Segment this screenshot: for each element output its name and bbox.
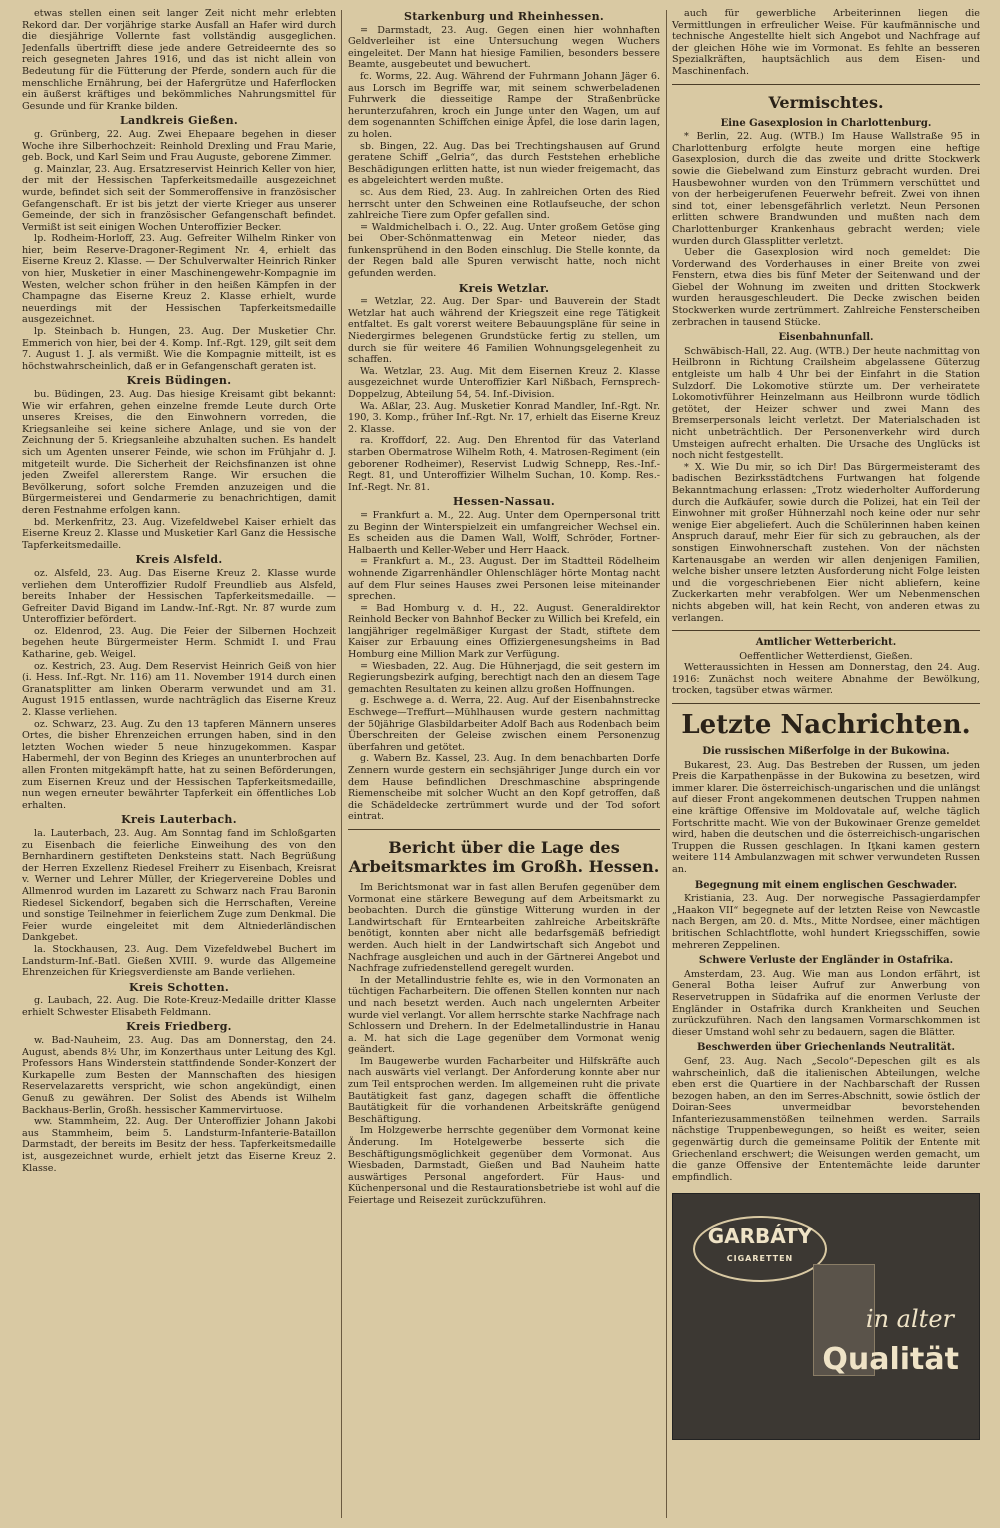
advertisement	[672, 1193, 980, 1440]
column-right	[672, 8, 980, 1520]
article-heading: Beschwerden über Griechenlands Neutralität.	[696, 1042, 956, 1054]
weather-source: Oeffentlicher Wetterdienst, Gießen.	[739, 650, 913, 662]
article-text: Im Baugewerbe wurden Facharbeiter und Hilfskräfte auch nach auswärts viel verlangt. Der Anforderung konnte aber nur zum Teil entsprochen werden. Im allgemeinen ruht die private Bautätigkeit fast ganz, dagegen schafft die öffentliche Bautätigkeit für die vorhandenen Arbeitskräfte genügend Beschäftigung.	[348, 1055, 660, 1125]
article-text: g. Eschwege a. d. Werra, 22. Aug. Auf der Eisenbahnstrecke Eschwege—Treffurt—Mühlhausen wurde gestern nachmittag der 50jährige Glasbildarbeiter Adolf Bach aus Rodenbach beim Überschreiten der Geleise zwischen einem Personenzug überfahren und getötet.	[348, 695, 660, 753]
article-text: la. Stockhausen, 23. Aug. Dem Vizefeldwebel Buchert im Landsturm-Inf.-Batl. Gießen XVIII. 9. wurde das Allgemeine Ehrenzeichen für Kriegsverdienste am Bande verliehen.	[22, 943, 336, 979]
article-text: Bukarest, 23. Aug. Das Bestreben der Russen, um jeden Preis die Karpathenpässe in der Bukowina zu besetzen, wird immer klarer. Die österreichisch-ungarischen und die unlängst auf dieser Front angekommenen deutschen Truppen nahmen eine kräftige Offensive im Moldovatale auf, welche täglich Fortschritte macht. Wie von der Bukowinaer Grenze gemeldet wird, haben die deutschen und die österreichisch-ungarischen Truppen die Russen geschlagen. In Iţkani kamen gestern weitere 114 Ambulanzwagen mit schwer verwundeten Russen an.	[672, 759, 980, 875]
section-heading: Letzte Nachrichten.	[681, 710, 971, 741]
divider	[672, 630, 980, 631]
brand-name: GARBÁTY	[707, 1224, 813, 1249]
article-text: ww. Stammheim, 22. Aug. Der Unteroffizier Johann Jakobi aus Stammheim, beim 5. Landsturm-Infanterie-Bataillon Darmstadt, der bereits im Besitz der hess. Tapferkeitsmedaille ist, ausgezeichnet wurde, erhielt jetzt das Eiserne Kreuz 2. Klasse.	[22, 1116, 336, 1174]
divider	[348, 829, 660, 830]
ad-slogan-line1: in alter	[865, 1305, 954, 1334]
article-heading: Schwere Verluste der Engländer in Ostafrika.	[698, 955, 954, 967]
article-text: oz. Alsfeld, 23. Aug. Das Eiserne Kreuz 2. Klasse wurde verliehen dem Unteroffizier Rudolf Freundlieb aus Alsfeld, bereits Inhaber der Hessischen Tapferkeitsmedaille. — Gefreiter David Bigand im Landw.-Inf.-Rgt. Nr. 87 wurde zum Unteroffizier befördert.	[22, 567, 336, 626]
section-heading: Vermischtes.	[768, 92, 884, 112]
article-text: = Waldmichelbach i. O., 22. Aug. Unter großem Getöse ging bei Ober-Schönmattenwag ein Meteor nieder, das funkensprühend in den Boden einschlug. Die Stelle konnte, da der Regen bald alle Spuren verwischt hatte, noch nicht gefunden werden.	[348, 221, 660, 280]
article-text: w. Bad-Nauheim, 23. Aug. Das am Donnerstag, den 24. August, abends 8½ Uhr, im Konzerthaus unter Leitung des Kgl. Professors Hans Winderstein stattfindende Sonder-Konzert der Kurkapelle zum Besten der Mannschaften des hiesigen Reservelazaretts verspricht, wie schon angekündigt, einen Genuß zu gewähren. Der Solist des Abends ist Wilhelm Backhaus-Berlin, Großh. hessischer Kammervirtuose.	[22, 1035, 336, 1116]
article-heading: Eine Gasexplosion in Charlottenburg.	[720, 117, 932, 129]
article-text: In der Metallindustrie fehlte es, wie in den Vormonaten an tüchtigen Facharbeitern. Die offenen Stellen konnten nur nach und nach besetzt werden. Auch nach ungelernten Arbeiter wurde viel verlangt. Vor allem herrschte starke Nachfrage nach Schlossern und Drehern. In der Edelmetallindustrie in Hanau a. M. hat sich die Lage gegenüber dem Vormonat wenig geändert.	[348, 974, 660, 1056]
article-text: sb. Bingen, 22. Aug. Das bei Trechtingshausen auf Grund geratene Schiff „Gelria“, das durch Feststehen erhebliche Beschädigungen erlitten hatte, ist nun wieder freigemacht, das es abgeleichtert werden mußte.	[348, 140, 660, 187]
article-text: fc. Worms, 22. Aug. Während der Fuhrmann Johann Jäger 6. aus Lorsch im Begriffe war, mit seinem schwerbeladenen Fuhrwerk die diesseitige Rampe der Straßenbrücke herunterzufahren, kroch ein Junge unter den Wagen, um auf dem sogenannten Schiffchen einige Äpfel, die lose darin lagen, zu holen.	[348, 70, 660, 140]
article-text: * Berlin, 22. Aug. (WTB.) Im Hause Wallstraße 95 in Charlottenburg erfolgte heute morgen eine heftige Gasexplosion, durch die das zweite und dritte Stockwerk sowie die Giebelwand zum Einsturz gebracht wurden. Drei Hausbewohner wurden von den Trümmern verschüttet und von der herbeigerufenen Feuerwehr befreit. Zwei von ihnen sind tot, einer lebensgefährlich verletzt. Neun Personen erlitten schwere Brandwunden und mußten nach dem Charlottenburger Krankenhaus gebracht werden; viele wurden durch Glassplitter verletzt.	[672, 131, 980, 247]
section-heading: Amtlicher Wetterbericht.	[755, 637, 897, 649]
brand-subtitle: CIGARETTEN	[726, 1254, 794, 1264]
weather-text: Wetteraussichten in Hessen am Donnerstag, den 24. Aug. 1916: Zunächst noch weitere Abnahme der Bewölkung, trocken, tagsüber etwas wärmer.	[672, 662, 980, 697]
article-text: etwas stellen einen seit langer Zeit nicht mehr erlebten Rekord dar. Der vorjährige starke Ausfall an Hafer wird durch die diesjährige Vollernte fast vollständig ausgeglichen. Jedenfalls übertrifft diese jede andere Getreideernte des so reich gesegneten Jahres 1916, und das ist nicht allein von Bedeutung für die Fütterung der Pferde, sondern auch für die menschliche Ernährung, bei der Hafergrütze und Haferflocken ein äußerst kräftiges und bekömmliches Nahrungsmittel für Gesunde und für Kranke bilden.	[22, 8, 336, 112]
article-text: = Frankfurt a. M., 22. Aug. Unter dem Opernpersonal tritt zu Beginn der Winterspielzeit ein umfangreicher Wechsel ein. Es scheiden aus die Damen Wall, Wolff, Schröder, Fortner-Halbaerth und Keller-Weber und Herr Haack.	[348, 509, 660, 556]
article-text: auch für gewerbliche Arbeiterinnen liegen die Vermittlungen in erfreulicher Weise. Für kaufmännische und technische Angestellte hielt sich Angebot und Nachfrage auf der gleichen Höhe wie im Vormonat. Es fehlte an besseren Spezialkräften, hauptsächlich aus dem Eisen- und Maschinenfach.	[672, 8, 980, 77]
article-text: Amsterdam, 23. Aug. Wie man aus London erfährt, ist General Botha leiser Aufruf zur Anwerbung von Reservetruppen in Südafrika auf die enormen Verluste der Engländer in Ostafrika durch Krankheiten und Seuchen zurückzuführen. Nach den langsamen Vormarschkommen ist dieser Umstand wohl sehr zu bedauern, sagen die Blätter.	[672, 968, 980, 1038]
ad-slogan-line2: Qualität	[822, 1342, 959, 1378]
article-text: Ueber die Gasexplosion wird noch gemeldet: Die Vorderwand des Vorderhauses in einer Breite von zwei Fenstern, etwa dies bis fünf Meter der Seitenwand und der Giebel der Wohnung im zweiten und dritten Stockwerk wurden herausgeschleudert. Die Decke zwischen beiden Stockwerken wurde zertrümmert. Zahlreiche Fensterscheiben zerbrachen in tausend Stücke.	[672, 247, 980, 328]
article-text: bd. Merkenfritz, 23. Aug. Vizefeldwebel Kaiser erhielt das Eiserne Kreuz 2. Klasse und Musketier Karl Ganz die Hessische Tapferkeitsmedaille.	[22, 516, 336, 551]
article-text: g. Mainzlar, 23. Aug. Ersatzreservist Heinrich Keller von hier, der mit der Hessischen Tapferkeitsmedaille ausgezeichnet wurde, befindet sich seit der Sommeroffensive in französischer Gefangenschaft. Er ist bis jetzt der vierte Krieger aus unserer Gemeinde, der sich in französischer Gefangenschaft befindet. Vermißt ist seit einigen Wochen Unteroffizier Becker.	[22, 163, 336, 233]
article-text: g. Laubach, 22. Aug. Die Rote-Kreuz-Medaille dritter Klasse erhielt Schwester Elisabeth Feldmann.	[22, 995, 336, 1018]
article-text: lp. Steinbach b. Hungen, 23. Aug. Der Musketier Chr. Emmerich von hier, bei der 4. Komp. Inf.-Rgt. 129, gilt seit dem 7. August 1. J. als vermißt. Wie die Kompagnie mitteilt, ist es höchstwahrscheinlich, daß er in Gefangenschaft geraten ist.	[22, 326, 336, 372]
article-heading: Eisenbahnunfall.	[778, 332, 874, 344]
article-text: = Darmstadt, 23. Aug. Gegen einen hier wohnhaften Geldverleiher ist eine Untersuchung wegen Wuchers eingeleitet. Der Mann hat hiesige Familien, besonders bessere Beamte, ausgebeutet und bewuchert.	[348, 24, 660, 71]
section-heading: Kreis Lauterbach.	[121, 813, 237, 827]
article-text: = Bad Homburg v. d. H., 22. August. Generaldirektor Reinhold Becker von Bahnhof Becker zu Willich bei Krefeld, ein langjähriger regelmäßiger Kurgast der Stadt, stiftete dem Kaiser zur Erbauung eines Offiziergenesungsheims in Bad Homburg eine Million Mark zur Verfügung.	[348, 602, 660, 661]
article-text: la. Lauterbach, 23. Aug. Am Sonntag fand im Schloßgarten zu Eisenbach die feierliche Einweihung des von den Bernhardinern gestifteten Denksteins statt. Nach Begrüßung der Herren Exzellenz Riedesel Freiherr zu Eisenbach, Kreisrat v. Werner und Lehrer Müller, der Kriegervereine Dobles und Allmenrod wurden im Lazarett zu Schwarz nach Frau Baronin Riedesel Sickendorf, begaben sich die Herrschaften, Vereine und sonstige Teilnehmer in feierlichem Zuge zum Denkmal. Die Feier wurde eingeleitet mit dem Altniederländischen Dankgebet.	[22, 827, 336, 944]
divider	[672, 84, 980, 85]
column-left	[22, 8, 336, 1520]
section-heading: Kreis Alsfeld.	[135, 553, 223, 567]
article-text: oz. Schwarz, 23. Aug. Zu den 13 tapferen Männern unseres Ortes, die bisher Ehrenzeichen errungen haben, sind in den letzten Wochen wieder 5 neue hinzugekommen. Kaspar Habermehl, der von Beginn des Krieges an ununterbrochen auf allen Fronten mitgekämpft hatte, hat zu seinen Beförderungen, zum Eisernen Kreuz und der Hessischen Tapferkeitsmedaille, nun wegen erneuter bewährter Tapferkeit ein öffentliches Lob erhalten.	[22, 718, 336, 811]
article-text: oz. Eldenrod, 23. Aug. Die Feier der Silbernen Hochzeit begehen heute Bürgermeister Herm. Schmidt I. und Frau Katharine, geb. Weigel.	[22, 625, 336, 661]
article-text: Kristiania, 23. Aug. Der norwegische Passagierdampfer „Haakon VII“ begegnete auf der letzten Reise von Newcastle nach Bergen, am 20. d. Mts., Mitte Nordsee, einer mächtigen britischen Schlachtflotte, wohl hundert Kriegsschiffen, sowie mehreren Zeppelinen.	[672, 893, 980, 951]
article-text: = Wiesbaden, 22. Aug. Die Hühnerjagd, die seit gestern im Regierungsbezirk aufging, berechtigt nach den an diesem Tage gemachten Resultaten zu keinen allzu großen Hoffnungen.	[348, 660, 660, 695]
section-heading: Kreis Friedberg.	[126, 1020, 232, 1034]
article-text: Wa. Aßlar, 23. Aug. Musketier Konrad Mandler, Inf.-Rgt. Nr. 190, 3. Komp., früher Inf.-Rgt. Nr. 17, erhielt das Eiserne Kreuz 2. Klasse.	[348, 400, 660, 435]
section-heading: Kreis Büdingen.	[126, 374, 232, 388]
article-text: bu. Büdingen, 23. Aug. Das hiesige Kreisamt gibt bekannt: Wie wir erfahren, gehen einzelne fremde Leute durch Orte unseres Kreises, die den Einwohnern vorreden, die Kriegsanleihe sei keine sichere Anlage, und sie von der Zeichnung der 5. Kriegsanleihe abzuhalten suchen. Es handelt sich um Agenten unserer Feinde, wie schon im Frühjahr d. J. mitgeteilt wurde. Die Sicherheit der Reichsfinanzen ist ohne jeden Zweifel allererstem Range. Wir ersuchen die Bevölkerung, sofort solche Fremden anzuzeigen und die Bürgermeisterei und Gendarmerie zu benachrichtigen, damit deren Festnahme erfolgen kann.	[22, 389, 336, 516]
divider	[672, 703, 980, 704]
section-heading: Kreis Schotten.	[128, 980, 230, 994]
brand-logo	[693, 1216, 827, 1282]
article-text: g. Wabern Bz. Kassel, 23. Aug. In dem benachbarten Dorfe Zennern wurde gestern ein sechsjähriger Junge durch ein vor dem Hause befindlichen Dreschmaschine abspringende Riemenscheibe mit solcher Wucht an den Kopf getroffen, daß die Schädeldecke zertrümmert wurde und der Tod sofort eintrat.	[348, 753, 660, 823]
article-heading: Begegnung mit einem englischen Geschwader.	[694, 879, 958, 891]
article-heading: Bericht über die Lage des Arbeitsmarktes im Großh. Hessen.	[348, 837, 660, 876]
article-text: Im Holzgewerbe herrschte gegenüber dem Vormonat keine Änderung. Im Hotelgewerbe besserte sich die Beschäftigungsmöglichkeit gegenüber dem Vormonat. Aus Wiesbaden, Darmstadt, Gießen und Bad Nauheim hatte auswärtiges Personal angefordert. Für Haus- und Küchenpersonal und die Restaurationsbetriebe ist wohl auf die Feiertage und Reisezeit zurückzuführen.	[348, 1125, 660, 1206]
section-heading: Starkenburg und Rheinhessen.	[403, 10, 604, 23]
article-text: ra. Kroffdorf, 22. Aug. Den Ehrentod für das Vaterland starben Obermatrose Wilhelm Roth, 4. Matrosen-Regiment (ein geborener Rodheimer), Reservist Ludwig Schnepp, Res.-Inf.-Regt. 81, und Unteroffizier Wilhelm Suchan, 10. Komp. Res.-Inf.-Regt. Nr. 81.	[348, 435, 660, 493]
column-divider	[341, 10, 342, 1518]
article-text: sc. Aus dem Ried, 23. Aug. In zahlreichen Orten des Ried herrscht unter den Schweinen eine Rotlaufseuche, der schon zahlreiche Tiere zum Opfer gefallen sind.	[348, 186, 660, 222]
article-text: Wa. Wetzlar, 23. Aug. Mit dem Eisernen Kreuz 2. Klasse ausgezeichnet wurde Unteroffizier Karl Nißbach, Fernsprech-Doppelzug, Abteilung 54, 54. Inf.-Division.	[348, 365, 660, 400]
article-text: = Frankfurt a. M., 23. August. Der im Stadtteil Rödelheim wohnende Zigarrenhändler Ohlenschläger hörte Montag nacht auf dem Flur seines Hauses zwei Personen leise miteinander sprechen.	[348, 556, 660, 603]
article-heading: Die russischen Mißerfolge in der Bukowina.	[702, 746, 950, 758]
article-text: oz. Kestrich, 23. Aug. Dem Reservist Heinrich Geiß von hier (i. Hess. Inf.-Rgt. Nr. 116) am 11. November 1914 durch einen Granatsplitter am linken Oberarm verwundet und am 31. August 1915 entlassen, wurde nachträglich das Eiserne Kreuz 2. Klasse verliehen.	[22, 660, 336, 719]
article-text: = Wetzlar, 22. Aug. Der Spar- und Bauverein der Stadt Wetzlar hat auch während der Kriegszeit eine rege Tätigkeit entfaltet. Es galt vorerst weitere Bebauungspläne für seine in Niedergirmes belegenen Grundstücke fertig zu stellen, um durch sie für weitere 46 Familien Wohnungsgelegenheit zu schaffen.	[348, 296, 660, 366]
article-text: g. Grünberg, 22. Aug. Zwei Ehepaare begehen in dieser Woche ihre Silberhochzeit: Reinhold Drexling und Frau Marie, geb. Bock, und Karl Seim und Frau Auguste, geborene Zimmer.	[22, 128, 336, 164]
section-heading: Kreis Wetzlar.	[458, 281, 550, 295]
column-middle	[348, 8, 660, 1520]
section-heading: Hessen-Nassau.	[452, 495, 556, 509]
article-text: Im Berichtsmonat war in fast allen Berufen gegenüber dem Vormonat eine stärkere Bewegung auf dem Arbeitsmarkt zu beobachten. Durch die günstige Witterung wurden in der Landwirtschaft für Erntearbeiten zahlreiche Arbeitskräfte benötigt, konnten aber nicht alle bedarfsgemäß befriedigt werden. Auch hielt in der Landwirtschaft sich Angebot und Nachfrage ausgleichen und auch in der Gärtnerei Angebot und Nachfrage zufriedenstellend geregelt wurden.	[348, 881, 660, 975]
section-heading: Landkreis Gießen.	[119, 114, 239, 128]
article-text: * X. Wie Du mir, so ich Dir! Das Bürgermeisteramt des badischen Bezirksstädtchens Furtwangen hat folgende Bekanntmachung erlassen: „Trotz wiederholter Aufforderung durch die Aufkäufer, sowie durch die Polizei, hat ein Teil der Einwohner mit großer Hühnerzahl noch keine oder nur sehr wenige Eier abgeliefert. Auch die Schülerinnen haben keinen Anspruch darauf, mehr Eier für sich zu gebrauchen, als der sonstigen Einwohnerschaft zustehen. Von der nächsten Kartenausgabe an werden wir allen denjenigen Familien, welche bisher unsere letzten Ausforderung nicht Folge leisten und die vorgeschriebenen Eier nicht abliefern, keine Zuckerkarten mehr verabfolgen. Wer um Nebenmenschen nichts abgeben will, hat kein Recht, von anderen etwas zu verlangen.	[672, 461, 980, 624]
article-text: Genf, 23. Aug. Nach „Secolo“-Depeschen gilt es als wahrscheinlich, daß die italienischen Abteilungen, welche eben erst die Quartiere in der Nachbarschaft der Russen bezogen haben, an den im Serres-Abschnitt, sowie östlich der Doiran-Sees unvermeidbar bevorstehenden Infanteriezusammenstößen teilnehmen werden. Sarrails nächstige Truppenbewegungen, so heißt es weiter, seien gegenwärtig durch die gemeinsame Politik der Entente mit Griechenland erschwert; die Weisungen werden gemacht, um die ganze Offensive der Ententemächte leide darunter empfindlich.	[672, 1055, 980, 1183]
article-text: lp. Rodheim-Horloff, 23. Aug. Gefreiter Wilhelm Rinker von hier, beim Reserve-Dragoner-Regiment Nr. 4, erhielt das Eiserne Kreuz 2. Klasse. — Der Schulverwalter Heinrich Rinker von hier, Musketier in einer Maschinengewehr-Kompagnie im Westen, welcher schon früher in den heißen Kämpfen in der Champagne das Eiserne Kreuz 2. Klasse erhielt, wurde neuerdings mit der Hessischen Tapferkeitsmedaille ausgezeichnet.	[22, 233, 336, 326]
article-text: Schwäbisch-Hall, 22. Aug. (WTB.) Der heute nachmittag von Heilbronn in Richtung Crailsheim abgelassene Güterzug entgleiste um halb 4 Uhr bei der Einfahrt in die Station Sulzdorf. Die Lokomotive stürzte um. Der verheiratete Lokomotivführer Heinzelmann aus Heilbronn wurde tödlich getötet, der Heizer schwer und zwei Mann des Bremserpersonals leicht verletzt. Der Materialschaden ist nicht unbeträchtlich. Der Personenverkehr wird durch Umsteigen aufrecht erhalten. Die Ursache des Unglücks ist noch nicht festgestellt.	[672, 345, 980, 462]
column-divider	[666, 10, 667, 1518]
